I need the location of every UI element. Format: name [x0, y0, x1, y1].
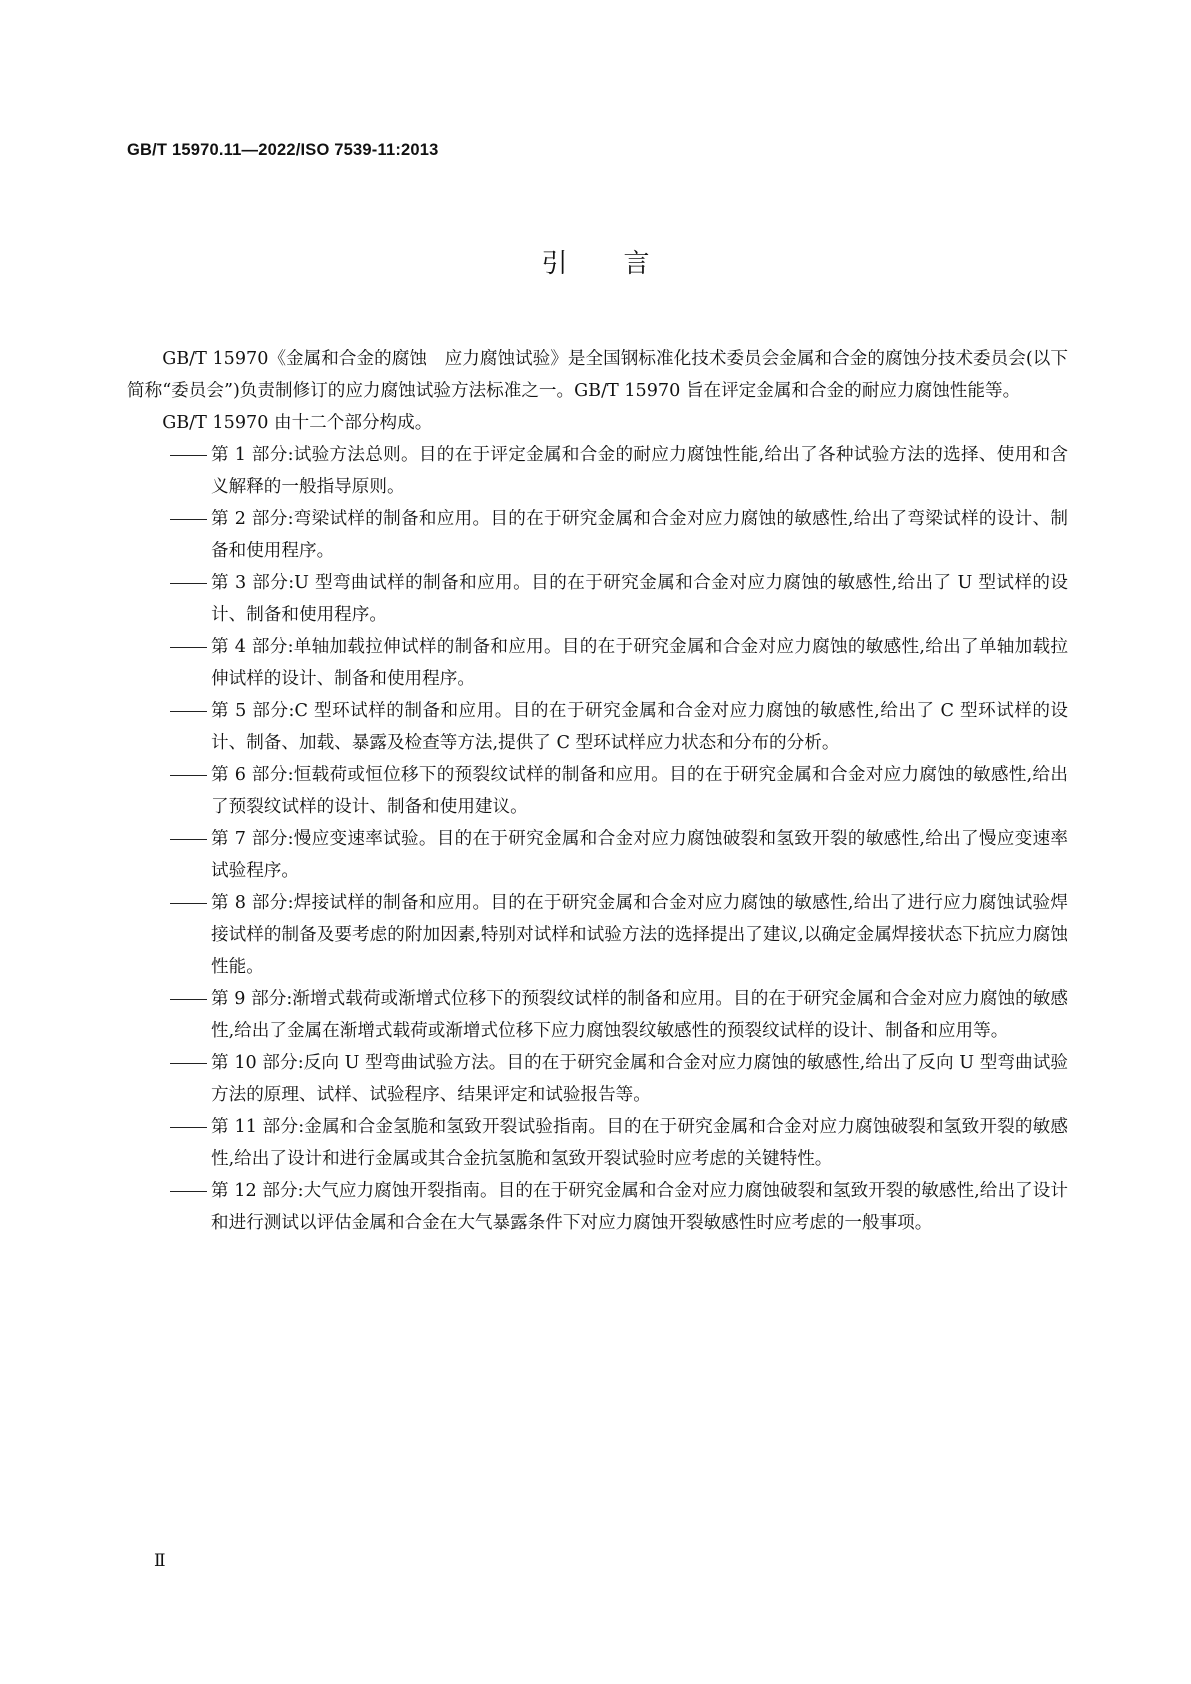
- intro-paragraph: GB/T 15970《金属和合金的腐蚀 应力腐蚀试验》是全国钢标准化技术委员会金属和合金的腐蚀分技术委员会(以下简称“委员会”)负责制修订的应力腐蚀试验方法标准之一。GB/T 15970 旨在评定金属和合金的耐应力腐蚀性能等。: [127, 349, 1068, 401]
- list-item: [168, 503, 1068, 567]
- page-number: Ⅱ: [154, 1551, 166, 1571]
- list-item-text: 第 7 部分:慢应变速率试验。目的在于研究金属和合金对应力腐蚀破裂和氢致开裂的敏感性,给出了慢应变速率试验程序。: [211, 829, 1068, 881]
- list-item-text: 第 8 部分:焊接试样的制备和应用。目的在于研究金属和合金对应力腐蚀的敏感性,给出了进行应力腐蚀试验焊接试样的制备及要考虑的附加因素,特别对试样和试验方法的选择提出了建议,以确定金属焊接状态下抗应力腐蚀性能。: [211, 893, 1068, 977]
- list-item-text: 第 6 部分:恒载荷或恒位移下的预裂纹试样的制备和应用。目的在于研究金属和合金对应力腐蚀的敏感性,给出了预裂纹试样的设计、制备和使用建议。: [211, 765, 1068, 817]
- list-item-text: 第 3 部分:U 型弯曲试样的制备和应用。目的在于研究金属和合金对应力腐蚀的敏感性,给出了 U 型试样的设计、制备和使用程序。: [211, 573, 1068, 625]
- list-item: [168, 695, 1068, 759]
- list-item: [168, 1047, 1068, 1111]
- list-item: [168, 631, 1068, 695]
- list-item: [168, 759, 1068, 823]
- list-item: [168, 439, 1068, 503]
- list-item-text: 第 9 部分:渐增式载荷或渐增式位移下的预裂纹试样的制备和应用。目的在于研究金属和合金对应力腐蚀的敏感性,给出了金属在渐增式载荷或渐增式位移下应力腐蚀裂纹敏感性的预裂纹试样的设计、制备和应用等。: [211, 989, 1068, 1041]
- list-item-text: 第 10 部分:反向 U 型弯曲试验方法。目的在于研究金属和合金对应力腐蚀的敏感性,给出了反向 U 型弯曲试验方法的原理、试样、试验程序、结果评定和试验报告等。: [211, 1053, 1068, 1105]
- list-item-text: 第 2 部分:弯梁试样的制备和应用。目的在于研究金属和合金对应力腐蚀的敏感性,给出了弯梁试样的设计、制备和使用程序。: [211, 509, 1068, 561]
- parts-count-paragraph: GB/T 15970 由十二个部分构成。: [162, 413, 433, 433]
- list-item: [168, 983, 1068, 1047]
- list-item: [168, 567, 1068, 631]
- list-item: [168, 1111, 1068, 1175]
- list-item-text: 第 12 部分:大气应力腐蚀开裂指南。目的在于研究金属和合金对应力腐蚀破裂和氢致开裂的敏感性,给出了设计和进行测试以评估金属和合金在大气暴露条件下对应力腐蚀开裂敏感性时应考虑的一般事项。: [211, 1181, 1068, 1233]
- introduction-body: [127, 343, 1068, 1239]
- list-item-text: 第 1 部分:试验方法总则。目的在于评定金属和合金的耐应力腐蚀性能,给出了各种试验方法的选择、使用和含义解释的一般指导原则。: [211, 445, 1068, 497]
- list-item: [168, 1175, 1068, 1239]
- list-item: [168, 823, 1068, 887]
- list-item-text: 第 11 部分:金属和合金氢脆和氢致开裂试验指南。目的在于研究金属和合金对应力腐蚀破裂和氢致开裂的敏感性,给出了设计和进行金属或其合金抗氢脆和氢致开裂试验时应考虑的关键特性。: [211, 1117, 1068, 1169]
- list-item-text: 第 5 部分:C 型环试样的制备和应用。目的在于研究金属和合金对应力腐蚀的敏感性,给出了 C 型环试样的设计、制备、加载、暴露及检查等方法,提供了 C 型环试样应力状态和分布的分析。: [211, 701, 1068, 753]
- list-item-text: 第 4 部分:单轴加载拉伸试样的制备和应用。目的在于研究金属和合金对应力腐蚀的敏感性,给出了单轴加载拉伸试样的设计、制备和使用程序。: [211, 637, 1068, 689]
- list-item: [168, 887, 1068, 983]
- standard-code-header: GB/T 15970.11—2022/ISO 7539-11:2013: [127, 141, 439, 159]
- page-title: 引言: [541, 249, 706, 279]
